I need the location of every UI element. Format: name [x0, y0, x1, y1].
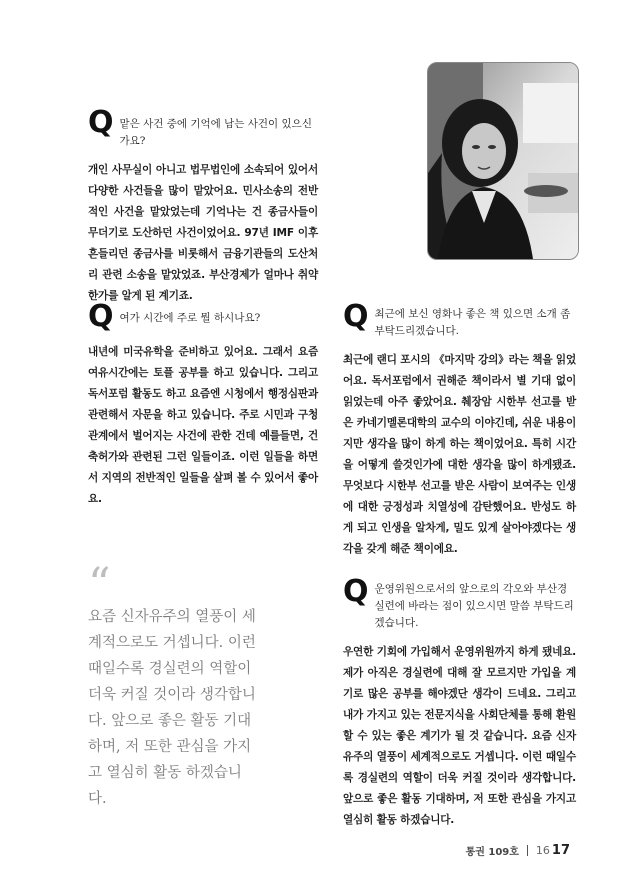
page-number-right: 17: [551, 843, 570, 858]
q-mark: Q: [343, 299, 369, 334]
question-header: [88, 299, 318, 334]
portrait-image: [428, 63, 578, 259]
answer-text: 최근에 랜디 포시의 《마지막 강의》라는 책을 읽었어요. 독서포럼에서 권해준 책이라서 별 기대 없이 읽었는데 아주 좋았어요. 췌장암 시한부 선고를 받은 카네기멜론대학의 교수의 이야긴데, 쉬운 내용이지만 생각을 많이 하게 하는 책이었어요. 특히 시간을 어떻게 쓸것인가에 대한 생각을 많이 하게됐죠. 무엇보다 시한부 선고를 받은 사람이 보여주는 인생에 대한 긍정성과 치열성에 감탄했어요. 반성도 하게 되고 인생을 알차게, 밀도 있게 살아야겠다는 생각을 갖게 해준 책이에요.: [343, 354, 576, 555]
answer-text: 개인 사무실이 아니고 법무법인에 소속되어 있어서 다양한 사건들을 많이 맡았어요. 민사소송의 전반적인 사건을 맡았었는데 기억나는 건 종금사들이 무더기로 도산하던 사건이었어요. 97년 IMF 이후 흔들리던 종금사를 비롯해서 금융기관들의 도산처리 관련 소송을 맡았었죠. 부산경제가 얼마나 취약한가를 알게 된 계기죠.: [88, 164, 318, 302]
question-text: 맡은 사건 중에 기억에 남는 사건이 있으신가요?: [119, 118, 312, 147]
interview-photo: [427, 62, 579, 260]
q-mark: Q: [88, 299, 114, 334]
q-mark: Q: [88, 105, 114, 140]
qa-block-2: [88, 299, 318, 510]
qa-block-1: [88, 105, 318, 307]
question-text: 최근에 보신 영화나 좋은 책 있으면 소개 좀 부탁드리겠습니다.: [374, 308, 571, 337]
question-header: [343, 574, 576, 632]
footer-divider: [527, 845, 528, 856]
pull-quote-text: 요즘 신자유주의 열풍이 세계적으로도 거셉니다. 이런 때일수록 경실련의 역할이 더욱 커질 것이라 생각합니다. 앞으로 좋은 활동 기대하며, 저 또한 관심을 가지고 열심히 활동 하겠습니다.: [88, 609, 256, 807]
question-text: 운영위원으로서의 앞으로의 각오와 부산경실련에 바라는 점이 있으시면 말씀 부탁드리겠습니다.: [374, 583, 574, 629]
pull-quote: [88, 559, 258, 812]
qa-block-4: [343, 574, 576, 831]
quote-mark-icon: “: [88, 559, 111, 610]
answer-text: 내년에 미국유학을 준비하고 있어요. 그래서 요즘 여유시간에는 토플 공부를 하고 있습니다. 그리고 독서포럼 활동도 하고 요즘엔 시청에서 행정심판과 관련해서 자문을 하고 있습니다. 주로 시민과 구청 관계에서 벌어지는 사건에 관한 건데 예를들면, 건축허가와 관련된 그런 일들이죠. 이런 일들을 하면서 지역의 전반적인 일들을 살펴 볼 수 있어서 좋아요.: [88, 346, 318, 505]
question-header: [343, 299, 576, 340]
page-footer: [466, 843, 570, 858]
question-text: 여가 시간에 주로 뭘 하시나요?: [119, 312, 261, 324]
issue-number: 통권 109호: [465, 847, 519, 858]
answer-text: 우연한 기회에 가입해서 운영위원까지 하게 됐네요. 제가 아직은 경실련에 대해 잘 모르지만 가입을 계기로 많은 공부를 해야겠단 생각이 드네요. 그리고 내가 가지고 있는 전문지식을 사회단체를 통해 환원할 수 있는 좋은 계기가 될 것 같습니다. 요즘 신자유주의 열풍이 세계적으로도 거셉니다. 이런 때일수록 경실련의 역할이 더욱 커질 것이라 생각합니다. 앞으로 좋은 활동 기대하며, 저 또한 관심을 가지고 열심히 활동 하겠습니다.: [343, 646, 576, 826]
question-header: [88, 105, 318, 150]
page-number-left: 16: [535, 844, 550, 857]
q-mark: Q: [343, 574, 369, 609]
qa-block-3: [343, 299, 576, 560]
